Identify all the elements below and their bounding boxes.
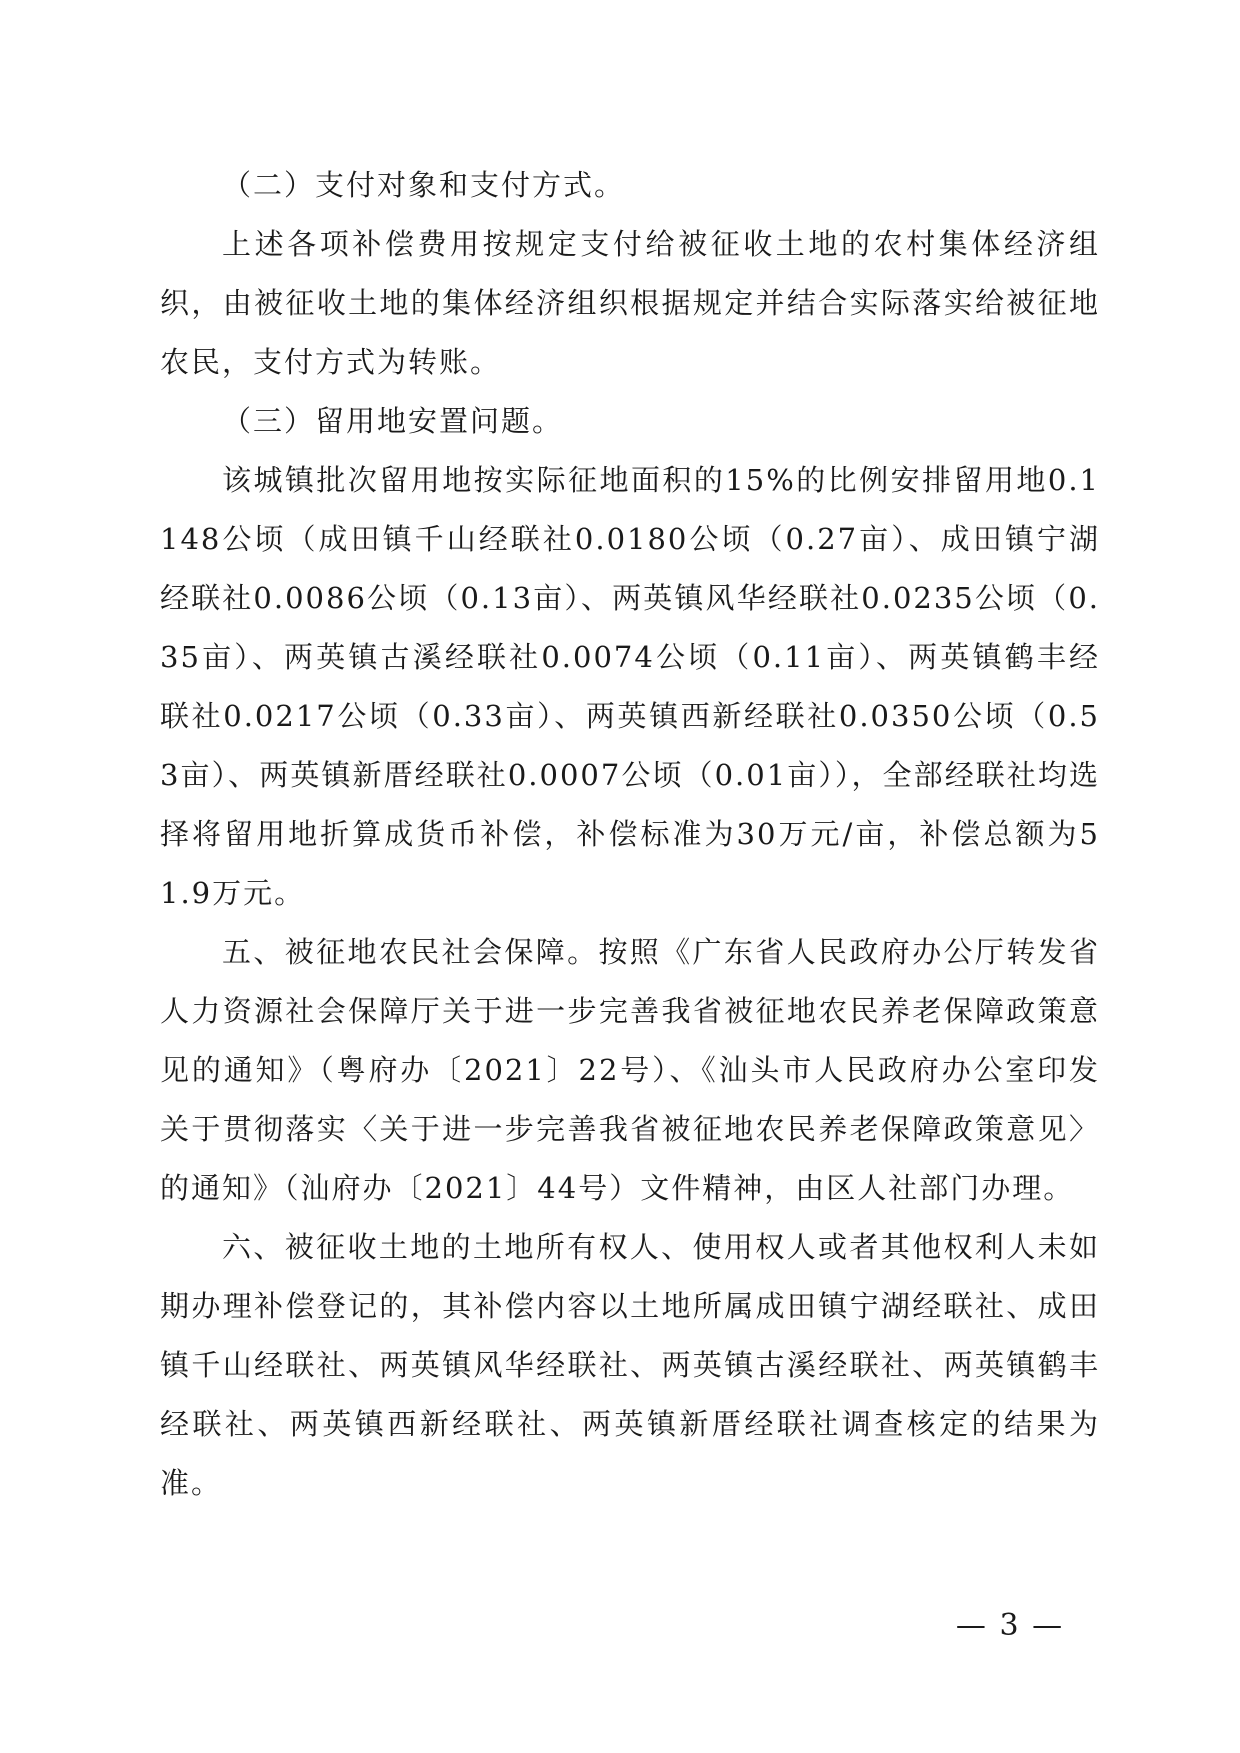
paragraph-social-security: 五、被征地农民社会保障。按照《广东省人民政府办公厅转发省人力资源社会保障厅关于进一步完善我省被征地农民养老保障政策意见的通知》（粤府办〔2021〕22号）、《汕头市人民政府办公室印发关于贯彻落实〈关于进一步完善我省被征地农民养老保障政策意见〉的通知》（汕府办〔2021〕44号）文件精神，由区人社部门办理。 bbox=[160, 935, 1100, 1205]
paragraph-unregistered-compensation: 六、被征收土地的土地所有权人、使用权人或者其他权利人未如期办理补偿登记的，其补偿内容以土地所属成田镇宁湖经联社、成田镇千山经联社、两英镇风华经联社、两英镇古溪经联社、两英镇鹤丰经联社、两英镇西新经联社、两英镇新厝经联社调查核定的结果为准。 bbox=[160, 1230, 1100, 1500]
paragraph-payment-method: 上述各项补偿费用按规定支付给被征收土地的农村集体经济组织，由被征收土地的集体经济组织根据规定并结合实际落实给被征地农民，支付方式为转账。 bbox=[160, 227, 1100, 379]
paragraph-reserved-land: 该城镇批次留用地按实际征地面积的15%的比例安排留用地0.1148公顷（成田镇千山经联社0.0180公顷（0.27亩）、成田镇宁湖经联社0.0086公顷（0.13亩）、两英镇风华经联社0.0235公顷（0.35亩）、两英镇古溪经联社0.0074公顷（0.11亩）、两英镇鹤丰经联社0.0217公顷（0.33亩）、两英镇西新经联社0.0350公顷（0.53亩）、两英镇新厝经联社0.0007公顷（0.01亩）），全部经联社均选择将留用地折算成货币补偿，补偿标准为30万元/亩，补偿总额为51.9万元。 bbox=[160, 463, 1100, 910]
section-heading-payment: （二）支付对象和支付方式。 bbox=[222, 168, 626, 202]
section-heading-reserved-land: （三）留用地安置问题。 bbox=[222, 404, 564, 438]
page-number: — 3 — bbox=[955, 1608, 1065, 1643]
document-body bbox=[160, 156, 1100, 1513]
